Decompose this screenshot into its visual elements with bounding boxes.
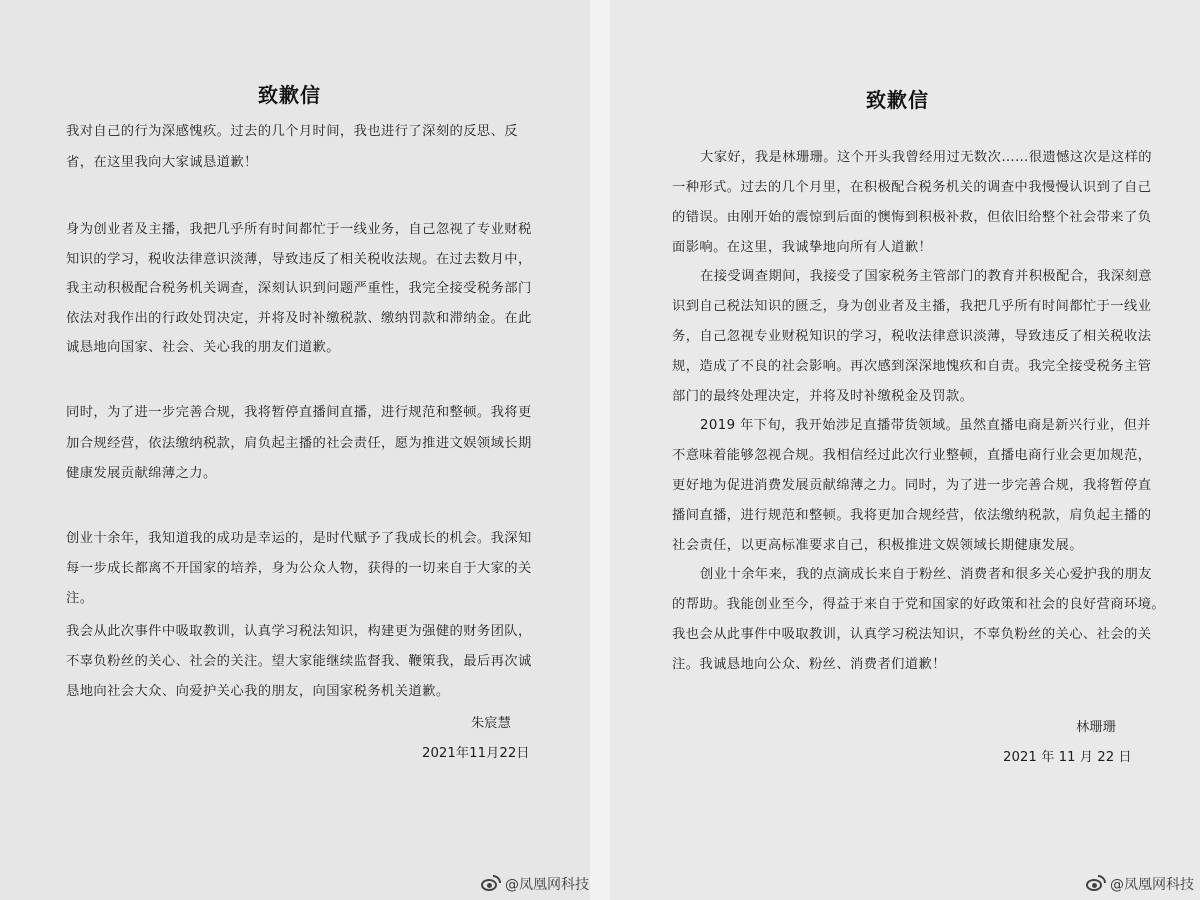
right-letter-line: 更好地为促进消费发展贡献绵薄之力。同时，为了进一步完善合规，我将暂停直 xyxy=(672,478,1152,493)
page-divider xyxy=(590,0,610,900)
left-letter-line: 不辜负粉丝的关心、社会的关注。望大家能继续监督我、鞭策我，最后再次诚 xyxy=(66,654,532,669)
right-letter-line: 大家好，我是林珊珊。这个开头我曾经用过无数次……很遗憾这次是这样的 xyxy=(700,150,1152,165)
left-watermark xyxy=(480,874,589,894)
left-letter-line: 健康发展贡献绵薄之力。 xyxy=(66,466,217,481)
left-letter-line: 加合规经营，依法缴纳税款，肩负起主播的社会责任，愿为推进文娱领域长期 xyxy=(66,436,532,451)
right-signature: 林珊珊 xyxy=(1076,720,1116,735)
weibo-icon xyxy=(480,875,502,893)
left-letter-line: 身为创业者及主播，我把几乎所有时间都忙于一线业务，自己忽视了专业财税 xyxy=(66,222,532,237)
right-date: 2021 年 11 月 22 日 xyxy=(1003,750,1132,765)
left-watermark-text: @凤凰网科技 xyxy=(505,877,589,893)
left-letter-line: 我对自己的行为深感愧疚。过去的几个月时间，我也进行了深刻的反思、反 xyxy=(66,124,518,139)
right-letter-line: 一种形式。过去的几个月里，在积极配合税务机关的调查中我慢慢认识到了自己 xyxy=(672,180,1152,195)
left-letter-line: 同时，为了进一步完善合规，我将暂停直播间直播，进行规范和整顿。我将更 xyxy=(66,405,532,420)
right-letter-line: 我也会从此事件中吸取教训，认真学习税法知识，不辜负粉丝的关心、社会的关 xyxy=(672,627,1152,642)
left-letter-line: 恳地向社会大众、向爱护关心我的朋友，向国家税务机关道歉。 xyxy=(66,684,450,699)
left-letter-line: 依法对我作出的行政处罚决定，并将及时补缴税款、缴纳罚款和滞纳金。在此 xyxy=(66,311,532,326)
right-letter-line: 播间直播，进行规范和整顿。我将更加合规经营，依法缴纳税款，肩负起主播的 xyxy=(672,508,1152,523)
left-letter-line: 创业十余年，我知道我的成功是幸运的，是时代赋予了我成长的机会。我深知 xyxy=(66,531,532,546)
left-letter-line: 诚恳地向国家、社会、关心我的朋友们道歉。 xyxy=(66,340,340,355)
weibo-icon xyxy=(1085,875,1107,893)
left-letter-line: 省，在这里我向大家诚恳道歉！ xyxy=(66,155,258,170)
right-letter-line: 面影响。在这里，我诚挚地向所有人道歉！ xyxy=(672,240,933,255)
left-date: 2021年11月22日 xyxy=(422,746,530,761)
right-letter-line: 创业十余年来，我的点滴成长来自于粉丝、消费者和很多关心爱护我的朋友 xyxy=(700,567,1152,582)
left-letter-line: 知识的学习，税收法律意识淡薄，导致违反了相关税收法规。在过去数月中， xyxy=(66,252,532,267)
right-watermark xyxy=(1085,874,1194,894)
right-letter-line: 部门的最终处理决定，并将及时补缴税金及罚款。 xyxy=(672,389,974,404)
left-letter-title: 致歉信 xyxy=(258,83,321,107)
left-letter-line: 注。 xyxy=(66,591,94,606)
right-letter-line: 规，造成了不良的社会影响。再次感到深深地愧疚和自责。我完全接受税务主管 xyxy=(672,359,1152,374)
left-letter-line: 我主动积极配合税务机关调查，深刻认识到问题严重性，我完全接受税务部门 xyxy=(66,281,532,296)
right-letter-line: 2019 年下旬，我开始涉足直播带货领域。虽然直播电商是新兴行业，但并 xyxy=(700,418,1151,433)
right-watermark-text: @凤凰网科技 xyxy=(1110,877,1194,893)
left-letter-line: 我会从此次事件中吸取教训，认真学习税法知识，构建更为强健的财务团队， xyxy=(66,624,532,639)
right-letter-line: 不意味着能够忽视合规。我相信经过此次行业整顿，直播电商行业会更加规范， xyxy=(672,448,1152,463)
right-letter-line: 的帮助。我能创业至今，得益于来自于党和国家的好政策和社会的良好营商环境。 xyxy=(672,597,1166,612)
left-letter-line: 每一步成长都离不开国家的培养，身为公众人物，获得的一切来自于大家的关 xyxy=(66,561,532,576)
right-letter-line: 的错误。由刚开始的震惊到后面的懊悔到积极补救，但依旧给整个社会带来了负 xyxy=(672,210,1152,225)
left-signature: 朱宸慧 xyxy=(471,716,511,731)
right-letter-line: 在接受调查期间，我接受了国家税务主管部门的教育并积极配合，我深刻意 xyxy=(700,269,1152,284)
right-letter-line: 注。我诚恳地向公众、粉丝、消费者们道歉！ xyxy=(672,657,946,672)
right-letter-title: 致歉信 xyxy=(866,88,929,112)
right-letter-line: 务，自己忽视专业财税知识的学习，税收法律意识淡薄，导致违反了相关税收法 xyxy=(672,329,1152,344)
right-letter-line: 识到自己税法知识的匮乏，身为创业者及主播，我把几乎所有时间都忙于一线业 xyxy=(672,299,1152,314)
right-letter-line: 社会责任，以更高标准要求自己，积极推进文娱领域长期健康发展。 xyxy=(672,538,1083,553)
